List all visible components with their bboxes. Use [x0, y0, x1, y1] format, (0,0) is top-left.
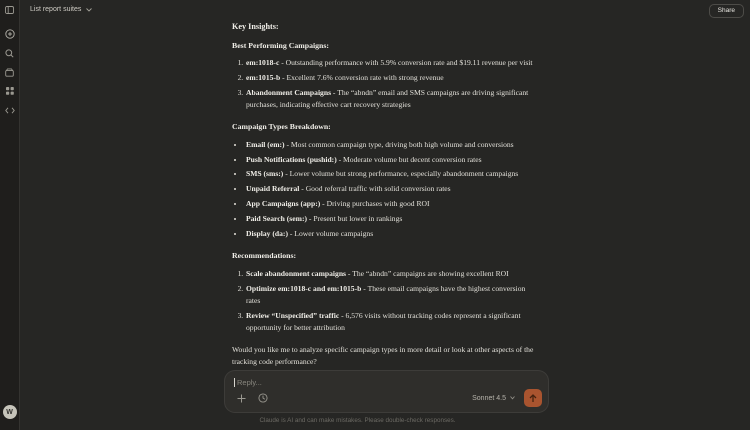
plus-icon	[237, 394, 246, 403]
list-item: 2. em:1015-b - Excellent 7.6% conversion rate with strong revenue	[245, 72, 534, 84]
list-item: • Push Notifications (pushid:) - Moderate volume but decent conversion rates	[245, 154, 534, 166]
new-chat-button[interactable]	[3, 27, 17, 41]
list-item: • Email (em:) - Most common campaign type, driving both high volume and conversions	[245, 139, 534, 151]
campaign-types-list	[232, 139, 534, 241]
list-item: 1. Scale abandonment campaigns - The “abndn” campaigns are showing excellent ROI	[245, 268, 534, 280]
best-performing-list	[232, 57, 534, 111]
model-selector-label: Sonnet 4.5	[472, 394, 506, 402]
list-item: • Paid Search (sem:) - Present but lower in rankings	[245, 213, 534, 225]
reply-input[interactable]	[234, 378, 539, 387]
section-heading-best-performing: Best Performing Campaigns:	[232, 40, 330, 50]
attach-button[interactable]	[234, 391, 248, 405]
share-button[interactable]: Share	[709, 4, 744, 18]
section-heading-recommendations: Recommendations:	[232, 251, 297, 261]
sidebar	[0, 0, 20, 430]
code-icon	[5, 107, 15, 114]
report-suites-dropdown[interactable]	[30, 3, 92, 16]
panel-toggle-icon	[5, 6, 14, 14]
search-button[interactable]	[3, 46, 17, 60]
send-button[interactable]	[524, 389, 542, 407]
chevron-down-icon	[86, 8, 92, 12]
list-item: • Display (da:) - Lower volume campaigns	[245, 228, 534, 240]
history-button[interactable]	[256, 391, 270, 405]
list-item: • Unpaid Referral - Good referral traffic with solid conversion rates	[245, 183, 534, 195]
arrow-up-icon	[529, 394, 537, 403]
reply-composer[interactable]	[224, 370, 549, 413]
clock-icon	[258, 393, 268, 403]
text-caret	[234, 378, 235, 387]
user-avatar[interactable]: W	[3, 405, 17, 419]
disclaimer-text: Claude is AI and can make mistakes. Please double-check responses.	[259, 417, 456, 424]
sidebar-toggle-button[interactable]	[3, 3, 17, 17]
assistant-message	[232, 21, 534, 368]
list-item: • SMS (sms:) - Lower volume but strong performance, especially abandonment campaigns	[245, 168, 534, 180]
list-item: • App Campaigns (app:) - Driving purchases with good ROI	[245, 198, 534, 210]
list-item: 3. Review “Unspecified” traffic - 6,576 visits without tracking codes represent a significant opportunity for better attribution	[245, 310, 534, 334]
message-heading: Key Insights:	[232, 22, 279, 31]
grid-icon	[6, 87, 14, 95]
chevron-down-icon	[510, 396, 515, 400]
code-button[interactable]	[3, 103, 17, 117]
list-item: 1. em:1018-c - Outstanding performance with 5.9% conversion rate and $19.11 revenue per visit	[245, 57, 534, 69]
sidebar-icon-stack	[3, 27, 17, 117]
reply-placeholder: Reply...	[237, 378, 262, 387]
recommendations-list	[232, 268, 534, 334]
box-icon	[5, 68, 14, 77]
search-icon	[5, 49, 14, 58]
projects-button[interactable]	[3, 65, 17, 79]
plus-circle-icon	[5, 29, 15, 39]
apps-button[interactable]	[3, 84, 17, 98]
model-selector[interactable]	[472, 395, 515, 402]
list-item: 2. Optimize em:1018-c and em:1015-b - These email campaigns have the highest conversion rates	[245, 283, 534, 307]
closing-question: Would you like me to analyze specific campaign types in more detail or look at other aspects of the tracking code performance?	[232, 344, 534, 366]
composer-actions	[234, 389, 542, 407]
list-item: 3. Abandonment Campaigns - The “abndn” email and SMS campaigns are driving significant purchases, indicating effective cart recovery strategies	[245, 87, 534, 111]
section-heading-campaign-types: Campaign Types Breakdown:	[232, 122, 331, 132]
report-suites-dropdown-label: List report suites	[30, 6, 82, 13]
